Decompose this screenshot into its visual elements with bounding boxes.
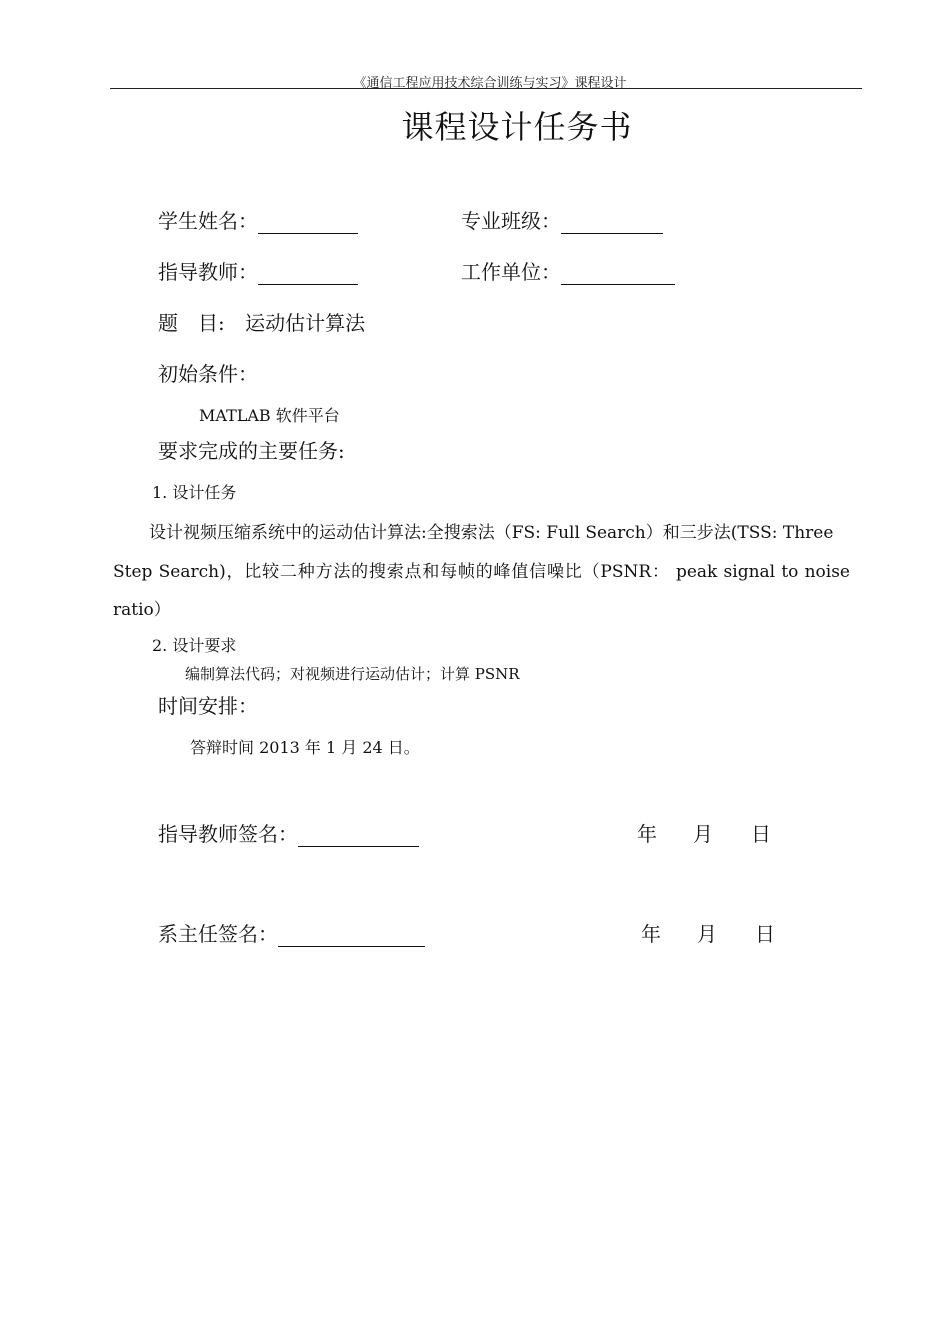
student-name-blank <box>258 232 358 234</box>
topic-value: 运动估计算法 <box>245 311 366 335</box>
item1-line-3: ratio） <box>113 600 171 620</box>
student-name-label: 学生姓名： <box>158 209 258 233</box>
advisor-blank <box>258 283 358 285</box>
dept-sign-day: 日 <box>755 922 775 946</box>
major-class-field <box>461 205 663 234</box>
advisor-field <box>158 256 358 285</box>
header-rule <box>110 88 862 89</box>
student-name-field <box>158 205 358 234</box>
advisor-signature-label: 指导教师签名： <box>158 822 298 846</box>
item2-body: 编制算法代码；对视频进行运动估计；计算 PSNR <box>185 665 520 683</box>
topic-field <box>158 307 365 336</box>
requirements-heading: 要求完成的主要任务: <box>158 439 345 463</box>
dept-head-signature-field <box>158 918 425 947</box>
matlab-platform: MATLAB 软件平台 <box>199 406 340 425</box>
major-class-blank <box>561 232 663 234</box>
item1-line-1: 设计视频压缩系统中的运动估计算法:全搜索法（FS: Full Search）和三步法(TSS: Three <box>149 523 834 543</box>
schedule-heading: 时间安排： <box>158 694 258 718</box>
dept-sign-year: 年 <box>641 922 661 946</box>
dept-sign-month: 月 <box>697 922 717 946</box>
initial-conditions-heading: 初始条件： <box>158 362 258 386</box>
advisor-signature-blank <box>298 845 419 847</box>
advisor-sign-day: 日 <box>751 822 771 846</box>
item1-line-2: Step Search)，比较二种方法的搜索点和每帧的峰值信噪比（PSNR： peak signal to noise <box>113 562 850 582</box>
dept-head-signature-label: 系主任签名： <box>158 922 278 946</box>
advisor-signature-field <box>158 818 419 847</box>
item1-heading: 1. 设计任务 <box>152 483 237 502</box>
page-header: 《通信工程应用技术综合训练与实习》课程设计 <box>353 76 627 91</box>
advisor-label: 指导教师： <box>158 260 258 284</box>
advisor-sign-month: 月 <box>693 822 713 846</box>
work-unit-blank <box>561 283 675 285</box>
topic-label: 题 目: <box>158 311 225 335</box>
work-unit-label: 工作单位： <box>461 260 561 284</box>
page-title: 课程设计任务书 <box>401 108 633 146</box>
advisor-sign-year: 年 <box>637 822 657 846</box>
schedule-body: 答辩时间 2013 年 1 月 24 日。 <box>190 738 420 757</box>
major-class-label: 专业班级： <box>461 209 561 233</box>
work-unit-field <box>461 256 675 285</box>
dept-head-signature-blank <box>278 945 425 947</box>
item2-heading: 2. 设计要求 <box>152 636 237 655</box>
